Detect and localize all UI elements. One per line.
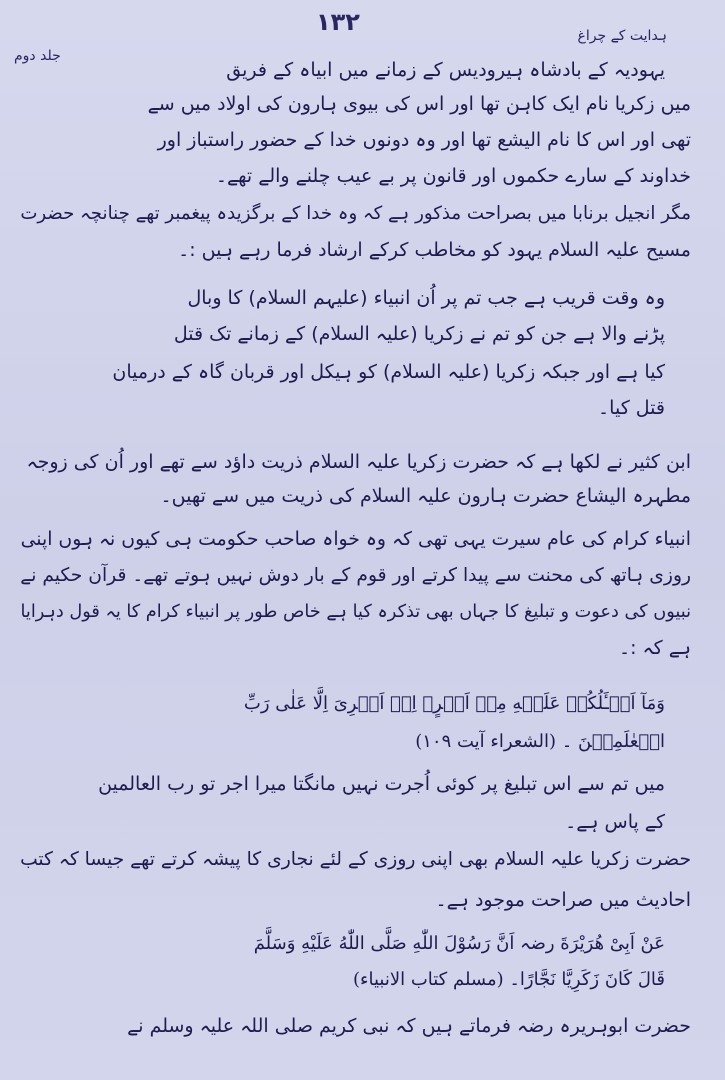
page-number: ۱۳۲: [316, 8, 360, 36]
translation-line: میں تم سے اس تبلیغ پر کوئی اُجرت نہیں مانگتا میرا اجر تو رب العالمین: [98, 773, 665, 795]
quote-line: کیا ہے اور جبکہ زکریا (علیہ السلام) کو ہیکل اور قربان گاہ کے درمیان: [112, 361, 665, 383]
text-line: مگر انجیل برنابا میں بصراحت مذکور ہے کہ وہ خدا کے برگزیدہ پیغمبر تھے چنانچہ حضرت: [20, 203, 691, 224]
text-line: خداوند کے سارے حکموں اور قانون پر بے عیب چلنے والے تھے۔: [215, 165, 691, 187]
text-line: یہودیہ کے بادشاہ ہیرودیس کے زمانے میں ابیاہ کے فریق: [226, 59, 665, 81]
text-line: روزی ہاتھ کی محنت سے پیدا کرتے اور قوم کے بار دوش نہیں ہوتے تھے۔ قرآن حکیم نے: [20, 565, 691, 586]
text-line: میں زکریا نام ایک کاہن تھا اور اس کی بیوی ہارون کی اولاد میں سے: [147, 93, 691, 115]
quote-line: وہ وقت قریب ہے جب تم پر اُن انبیاء (علیہم السلام) کا وبال: [187, 287, 665, 309]
volume-label: جلد دوم: [14, 48, 61, 64]
text-line: ابن کثیر نے لکھا ہے کہ حضرت زکریا علیہ السلام ذریت داؤد سے تھے اور اُن کی زوجہ: [26, 451, 691, 473]
hadith-line: عَنْ اَبِیْ هُرَیْرَةَ رضہ اَنَّ رَسُوْلَ اللّٰهِ صَلَّى اللّٰهُ عَلَيْهِ وَسَلَّمَ: [253, 933, 665, 954]
quote-line: پڑنے والا ہے جن کو تم نے زکریا (علیہ السلام) کے زمانے تک قتل: [173, 323, 665, 345]
quote-line: قتل کیا۔: [598, 397, 665, 419]
text-line: تھی اور اس کا نام الیشع تھا اور وہ دونوں خدا کے حضور راستباز اور: [157, 129, 691, 151]
book-title: ہدایت کے چراغ: [577, 28, 667, 44]
text-line: ہے کہ :۔: [618, 637, 691, 659]
text-line: مطہرہ الیشاع حضرت ہارون علیہ السلام کی ذریت میں سے تھیں۔: [160, 485, 691, 507]
quran-verse-line: وَمَآ اَسۡـَٔلُكُمۡ عَلَيۡهِ مِنۡ اَجۡرٍ‌ۚ اِنۡ اَجۡرِىَ اِلَّا عَلٰى رَبِّ: [243, 693, 665, 714]
quran-verse-line: الۡعٰلَمِيۡنَ ۔ (الشعراء آیت ۱۰۹): [415, 731, 665, 752]
text-line: احادیث میں صراحت موجود ہے۔: [435, 889, 691, 911]
text-line: نبیوں کی دعوت و تبلیغ کا جہاں بھی تذکرہ کیا ہے خاص طور پر انبیاء کرام کا یہ قول دہرایا: [20, 602, 691, 622]
text-line: مسیح علیہ السلام یہود کو مخاطب کرکے ارشاد فرما رہے ہیں :۔: [178, 239, 691, 261]
hadith-line: قَالَ كَانَ زَكَرِيَّا نَجَّارًا۔ (مسلم کتاب الانبیاء): [352, 969, 665, 990]
text-line: حضرت زکریا علیہ السلام بھی اپنی روزی کے لئے نجاری کا پیشہ کرتے تھے جیسا کہ کتب: [20, 849, 691, 870]
text-line: انبیاء کرام کی عام سیرت یہی تھی کہ وہ خواہ صاحب حکومت ہی کیوں نہ ہوں اپنی: [20, 529, 691, 550]
text-line: حضرت ابوہریرہ رضہ فرماتے ہیں کہ نبی کریم صلی اللہ علیہ وسلم نے: [127, 1015, 691, 1037]
translation-line: کے پاس ہے۔: [565, 811, 665, 833]
